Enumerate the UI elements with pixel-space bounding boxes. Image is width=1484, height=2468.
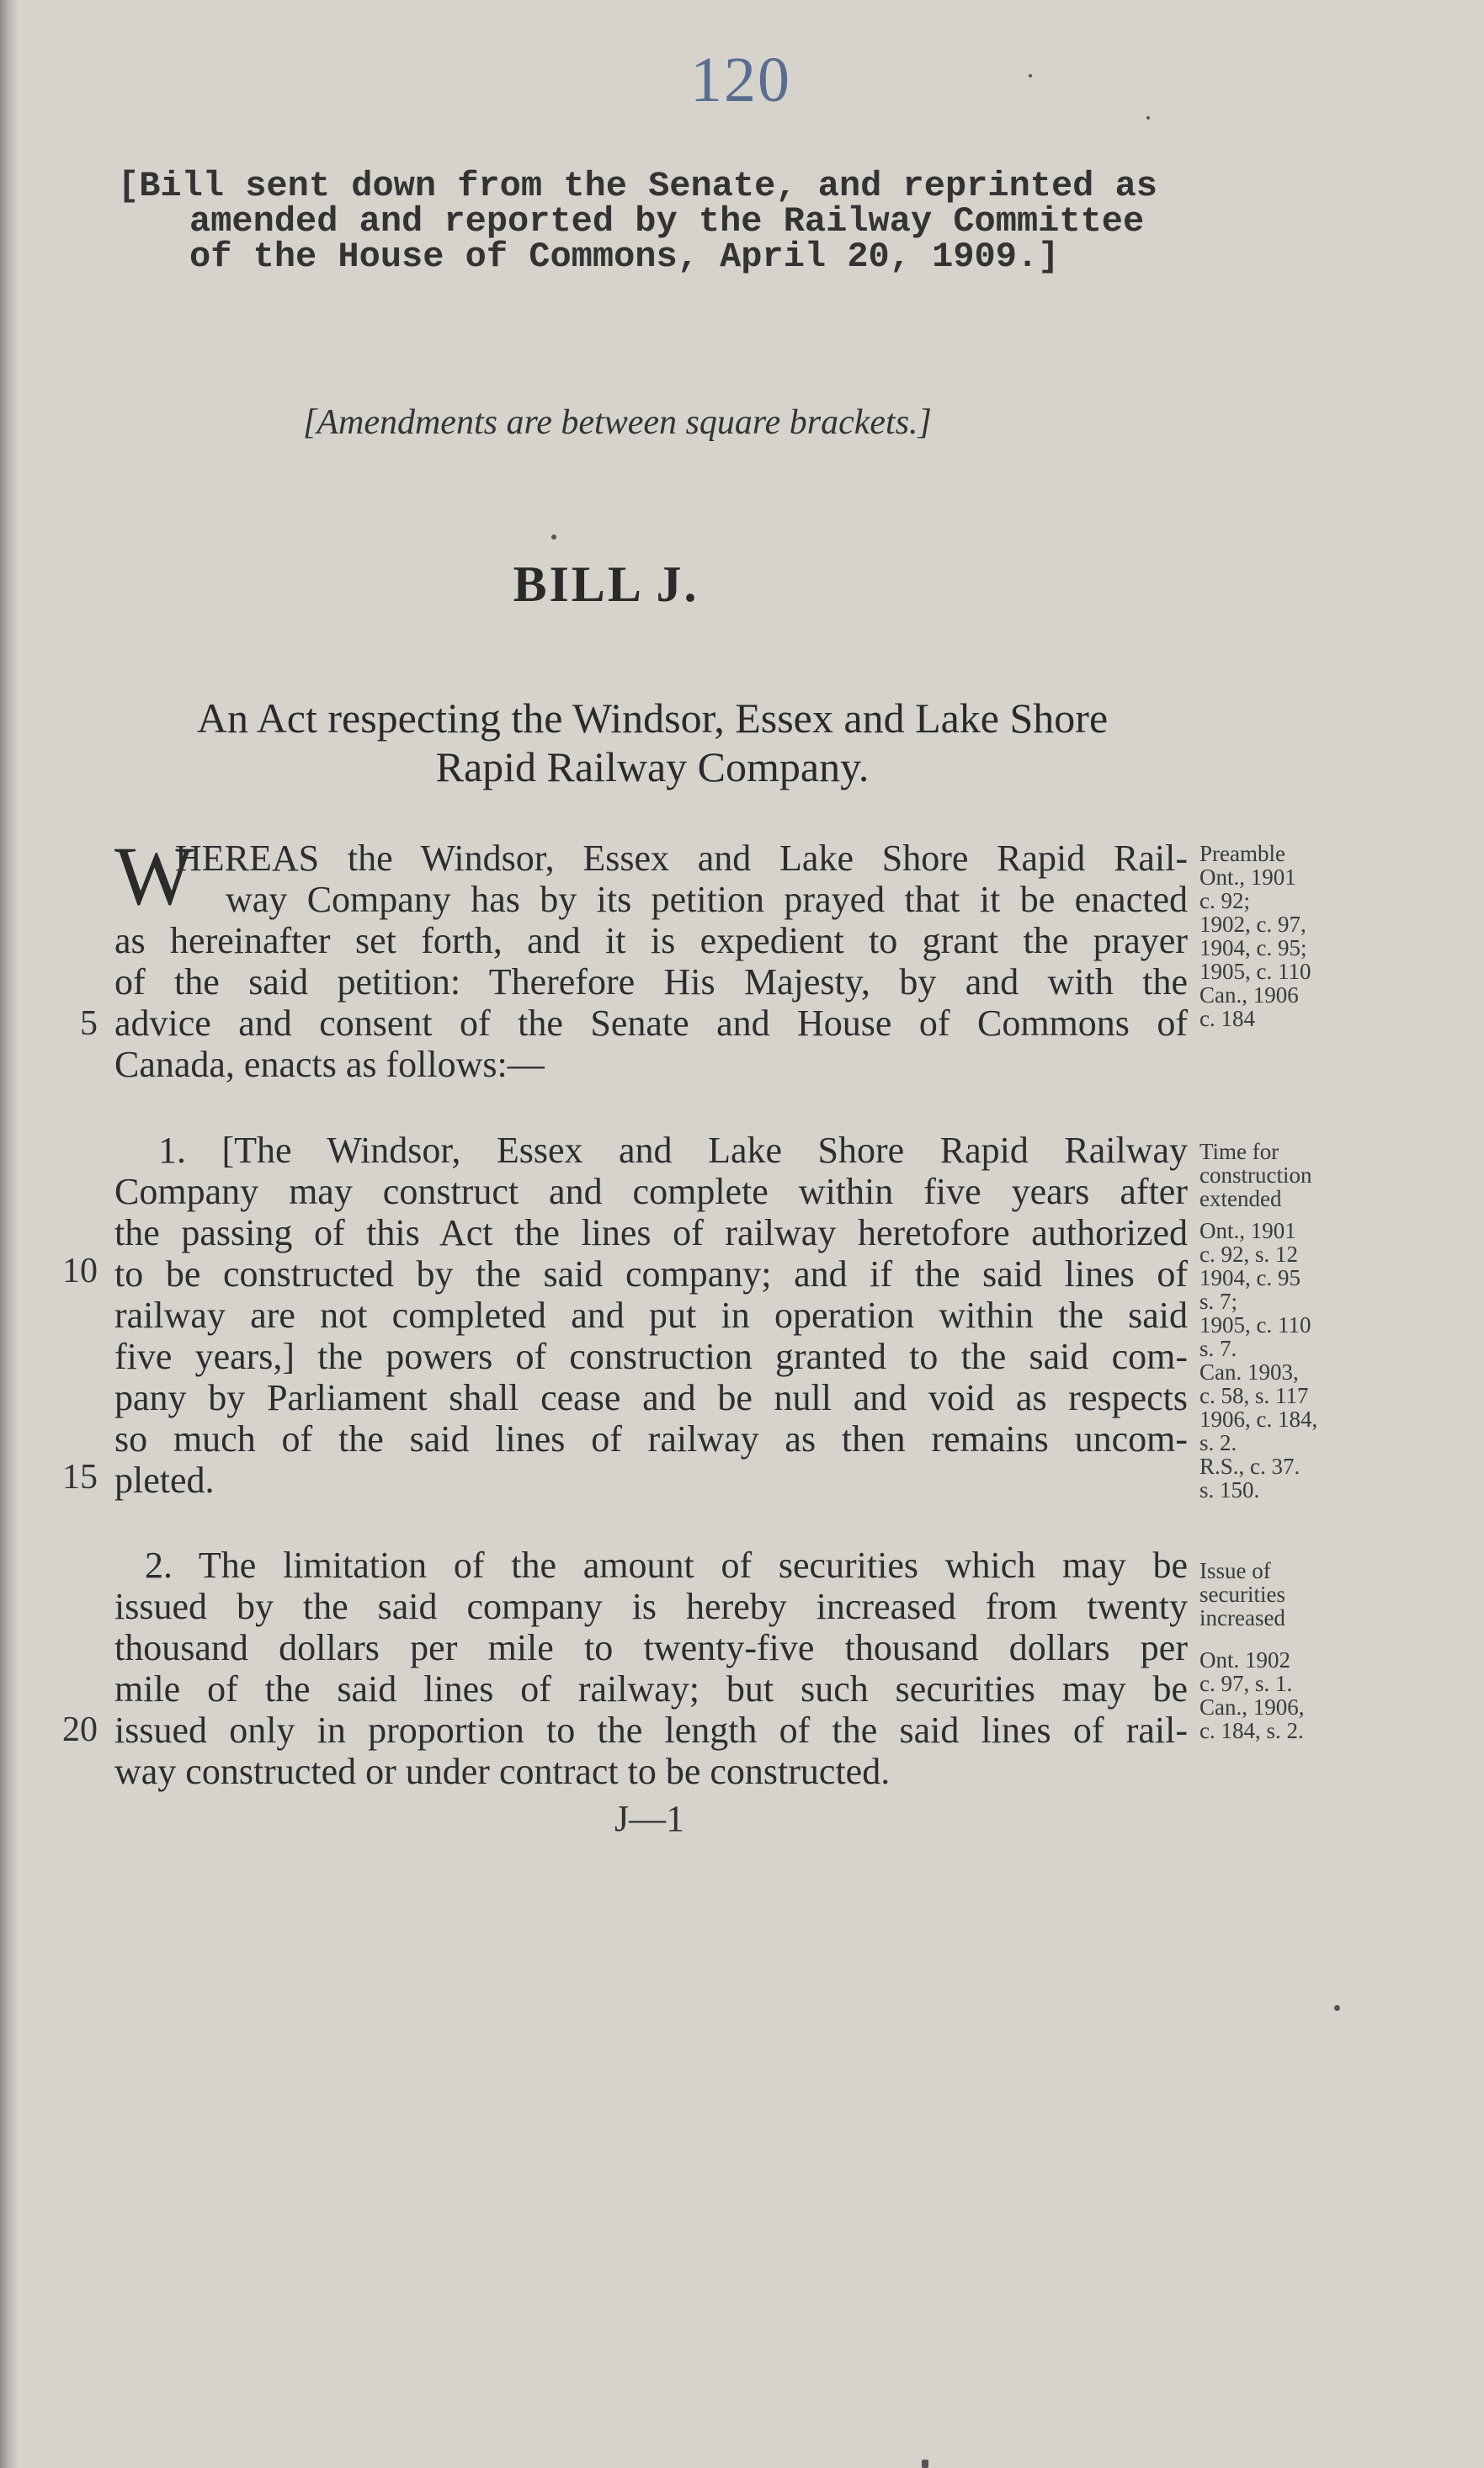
margin-note: Can., 1906, [1199,1694,1305,1720]
preamble-line: advice and consent of the Senate and House of Commons of [114,1003,1188,1044]
section-1-line: Company may construct and complete within five years after [114,1171,1188,1212]
section-1 [114,1130,1188,1501]
section-2-line: 2. The limitation of the amount of securities which may be [145,1545,1188,1586]
section-1-line: railway are not completed and put in operation within the said [114,1295,1188,1336]
margin-note: Issue of [1199,1558,1271,1583]
margin-note: 1902, c. 97, [1199,912,1306,937]
preamble-line: as hereinafter set forth, and it is expedient to grant the prayer [114,920,1188,961]
preamble-margin-notes [1199,842,1385,1030]
section-2-margin-notes [1199,1559,1385,1742]
section-2-line: mile of the said lines of railway; but such securities may be [114,1668,1188,1710]
margin-note: construction [1199,1162,1312,1188]
margin-note: s. 7. [1199,1336,1237,1361]
margin-note: s. 7; [1199,1289,1238,1314]
header-note-line: of the House of Commons, April 20, 1909.] [189,237,1060,277]
margin-note: s. 2. [1199,1430,1237,1455]
scan-speck [1029,74,1032,77]
margin-note: 1904, c. 95; [1199,935,1307,960]
preamble-line: way Company has by its petition prayed that it be enacted [226,879,1188,920]
margin-note: Time for [1199,1139,1279,1164]
section-1-line: to be constructed by the said company; and if the said lines of [114,1253,1188,1295]
margin-note: Ont. 1902 [1199,1647,1290,1673]
margin-note: c. 184, s. 2. [1199,1718,1304,1743]
section-2-line: way constructed or under contract to be constructed. [114,1751,891,1792]
scan-speck [922,2460,928,2468]
scan-speck [551,535,556,540]
section-2 [114,1545,1188,1792]
header-note-line: [Bill sent down from the Senate, and reprinted as [118,166,1158,206]
section-1-margin-notes [1199,1140,1385,1502]
section-1-line: so much of the said lines of railway as then remains uncom- [114,1418,1188,1460]
section-1-line: pleted. [114,1460,215,1501]
scan-speck [1146,116,1150,120]
page-edge [0,0,19,2468]
margin-note: c. 92; [1199,888,1250,913]
section-1-line: five years,] the powers of construction granted to the said com- [114,1336,1188,1377]
margin-note: c. 184 [1199,1006,1255,1031]
margin-note: Preamble [1199,841,1285,866]
header-note-line: amended and reported by the Railway Committee [189,201,1145,242]
preamble-line: HEREAS the Windsor, Essex and Lake Shore Rapid Rail- [175,838,1188,879]
margin-note: c. 97, s. 1. [1199,1671,1293,1696]
act-title-line: Rapid Railway Company. [435,743,870,790]
scan-speck [1334,2005,1340,2011]
stamp-number: 120 [690,45,791,115]
section-2-line: thousand dollars per mile to twenty-five thousand dollars per [114,1627,1188,1668]
act-title [118,694,1187,791]
margin-note: Ont., 1901 [1199,864,1296,890]
section-2-line: issued by the said company is hereby increased from twenty [114,1586,1188,1627]
margin-note: 1906, c. 184, [1199,1407,1318,1432]
section-2-line: issued only in proportion to the length of the said lines of rail- [114,1710,1188,1751]
preamble-line: Canada, enacts as follows:— [114,1044,545,1085]
line-number-15: 15 [62,1458,98,1497]
margin-note: 1904, c. 95 [1199,1265,1300,1290]
margin-note: 1905, c. 110 [1199,959,1311,984]
margin-note: extended [1199,1186,1282,1211]
section-1-line: the passing of this Act the lines of railway heretofore authorized [114,1212,1188,1253]
section-1-line: pany by Parliament shall cease and be null and void as respects [114,1377,1188,1418]
footer-code: J—1 [614,1798,685,1839]
bill-title: BILL J. [513,556,699,612]
margin-note: R.S., c. 37. [1199,1454,1300,1479]
act-title-line: An Act respecting the Windsor, Essex and Lake Shore [196,694,1109,742]
margin-note: securities [1199,1582,1285,1607]
line-number-5: 5 [80,1004,98,1043]
margin-note: c. 58, s. 117 [1199,1383,1309,1408]
margin-note: Can., 1906 [1199,982,1299,1008]
line-number-10: 10 [62,1252,98,1290]
line-number-20: 20 [62,1710,98,1749]
section-1-line: 1. [The Windsor, Essex and Lake Shore Rapid Railway [158,1130,1188,1171]
margin-note: 1905, c. 110 [1199,1312,1311,1338]
dropcap-letter: W [114,829,194,923]
header-note [118,166,1212,277]
margin-note: Ont., 1901 [1199,1218,1296,1243]
amendments-note: [Amendments are between square brackets.] [303,403,932,442]
preamble-line: of the said petition: Therefore His Majesty, by and with the [114,961,1188,1003]
margin-note: s. 150. [1199,1477,1260,1503]
margin-note: increased [1199,1605,1285,1630]
margin-note: Can. 1903, [1199,1359,1299,1385]
margin-note: c. 92, s. 12 [1199,1242,1298,1267]
